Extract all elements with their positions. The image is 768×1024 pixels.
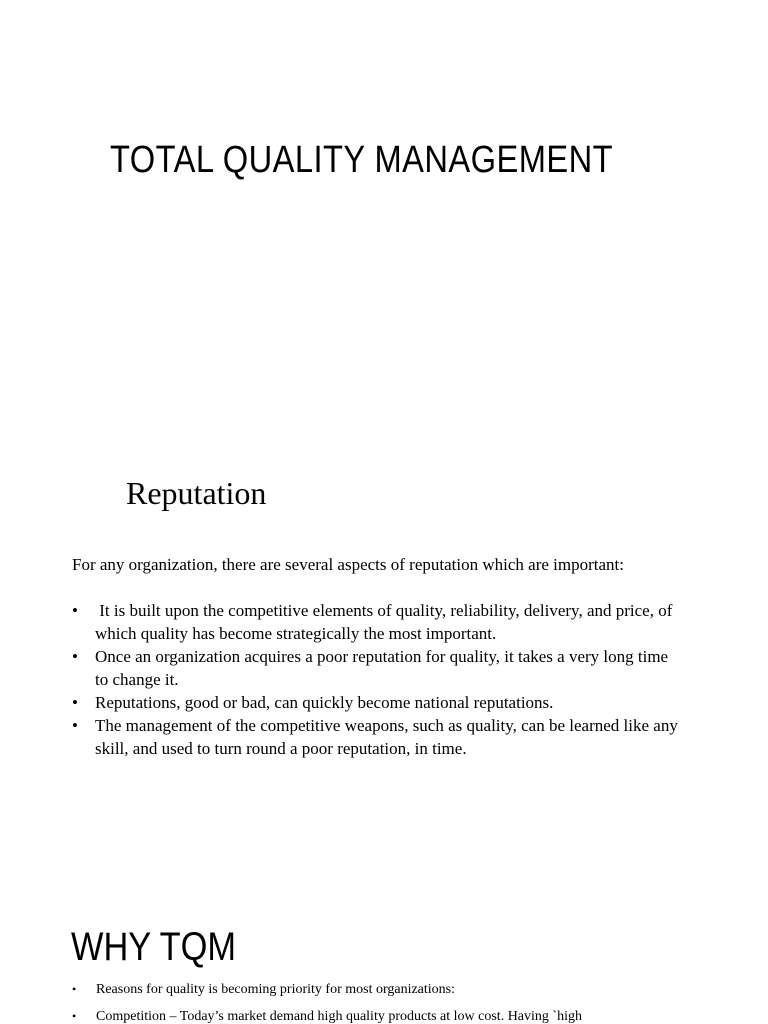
reputation-intro: For any organization, there are several aspects of reputation which are important: [72, 555, 624, 574]
reputation-heading: Reputation [126, 475, 267, 511]
bullet-item [72, 714, 682, 760]
bullet-icon: • [72, 1009, 77, 1023]
bullet-item [72, 599, 682, 645]
reputation-bullet-list [72, 599, 682, 760]
bullet-text: Competition – Today’s market demand high quality products at low cost. Having `high [96, 1009, 582, 1024]
bullet-text: Reputations, good or bad, can quickly become national reputations. [95, 693, 554, 712]
bullet-icon: • [72, 647, 78, 666]
bullet-icon: • [72, 601, 78, 620]
bullet-item [72, 645, 682, 691]
bullet-item [72, 1007, 712, 1024]
why-tqm-heading: WHY TQM [71, 925, 236, 969]
bullet-text: Once an organization acquires a poor reputation for quality, it takes a very long time to change it. [95, 647, 669, 689]
bullet-icon: • [72, 982, 77, 996]
bullet-icon: • [72, 693, 78, 712]
bullet-text: The management of the competitive weapons, such as quality, can be learned like any skill, and used to turn round a poor reputation, in time. [95, 716, 678, 758]
bullet-text: It is built upon the competitive elements of quality, reliability, delivery, and price, of which quality has become strategically the most important. [95, 601, 677, 643]
bullet-item [72, 980, 712, 999]
page-title: TOTAL QUALITY MANAGEMENT [110, 139, 614, 181]
bullet-icon: • [72, 716, 78, 735]
why-tqm-bullet-list [72, 980, 712, 1024]
bullet-text: Reasons for quality is becoming priority for most organizations: [96, 982, 456, 997]
bullet-item [72, 691, 682, 714]
